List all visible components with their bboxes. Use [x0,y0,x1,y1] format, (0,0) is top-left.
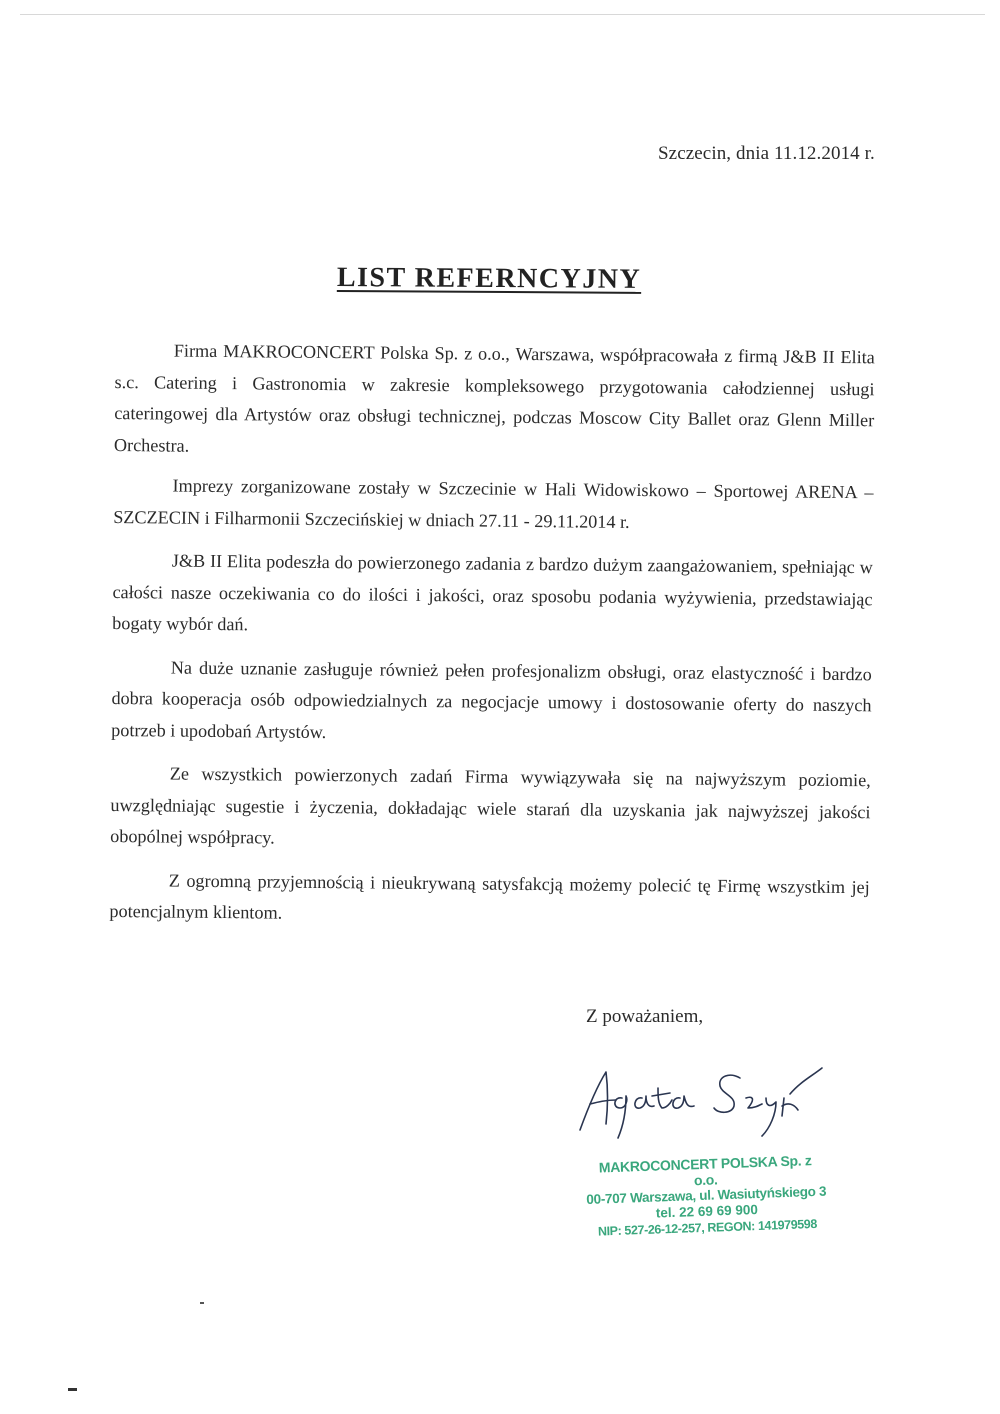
company-stamp [585,1152,828,1240]
paragraph-1: Firma MAKROCONCERT Polska Sp. z o.o., Warszawa, współpracowała z firmą J&B II Elita s.c. Catering i Gastronomia w zakresie kompleksowego przygotowania całodziennej usługi cateringowej dla Artystów oraz obsługi technicznej, podczas Moscow City Ballet oraz Glenn Miller Orchestra. [113,340,875,456]
paragraph-3: J&B II Elita podeszła do powierzonego zadania z bardzo dużym zaangażowaniem, spełniając w całości nasze oczekiwania co do ilości i jakości, oraz sposobu podania wyżywienia, przedstawiając bogaty wybór dań. [112,550,873,635]
paragraph-4: Na duże uznanie zasługuje również pełen profesjonalizm obsługi, oraz elastyczność i bardzo dobra kooperacja osób odpowiedzialnych za negocjacje umowy i dostosowanie oferty do naszych potrzeb i upodobań Artystów. [111,657,872,742]
stamp-registration: NIP: 527-26-12-257, REGON: 141979598 [597,1216,818,1239]
stamp-phone: tel. 22 69 69 900 [655,1202,759,1221]
scan-speck [200,1302,204,1304]
handwritten-signature-icon [570,1058,830,1143]
stamp-company-name: MAKROCONCERT POLSKA Sp. z o.o. [598,1152,812,1189]
paragraph-2: Imprezy zorganizowane zostały w Szczecinie w Hali Widowiskowo – Sportowej ARENA – SZCZECIN i Filharmonii Szczecińskiej w dniach 27.11 - 29.11.2014 r. [113,475,874,532]
stamp-address: 00-707 Warszawa, ul. Wasiutyńskiego 3 [586,1183,827,1207]
paragraph-6: Z ogromną przyjemnością i nieukrywaną satysfakcją możemy polecić tę Firmę wszystkim jej potencjalnym klientom. [109,870,870,923]
letter-body [109,335,875,947]
scan-edge-line [20,14,985,15]
closing-salutation: Z poważaniem, [586,1006,704,1027]
paragraph-5: Ze wszystkich powierzonych zadań Firma wywiązywała się na najwyższym poziomie, uwzględniając sugestie i życzenia, dokładając wiele starań dla uzyskania jak najwyższej jakości obopólnej współpracy. [110,763,871,848]
document-title: LIST REFERNCYJNY [336,262,642,295]
scan-speck [68,1388,77,1391]
place-date: Szczecin, dnia 11.12.2014 r. [658,143,875,164]
